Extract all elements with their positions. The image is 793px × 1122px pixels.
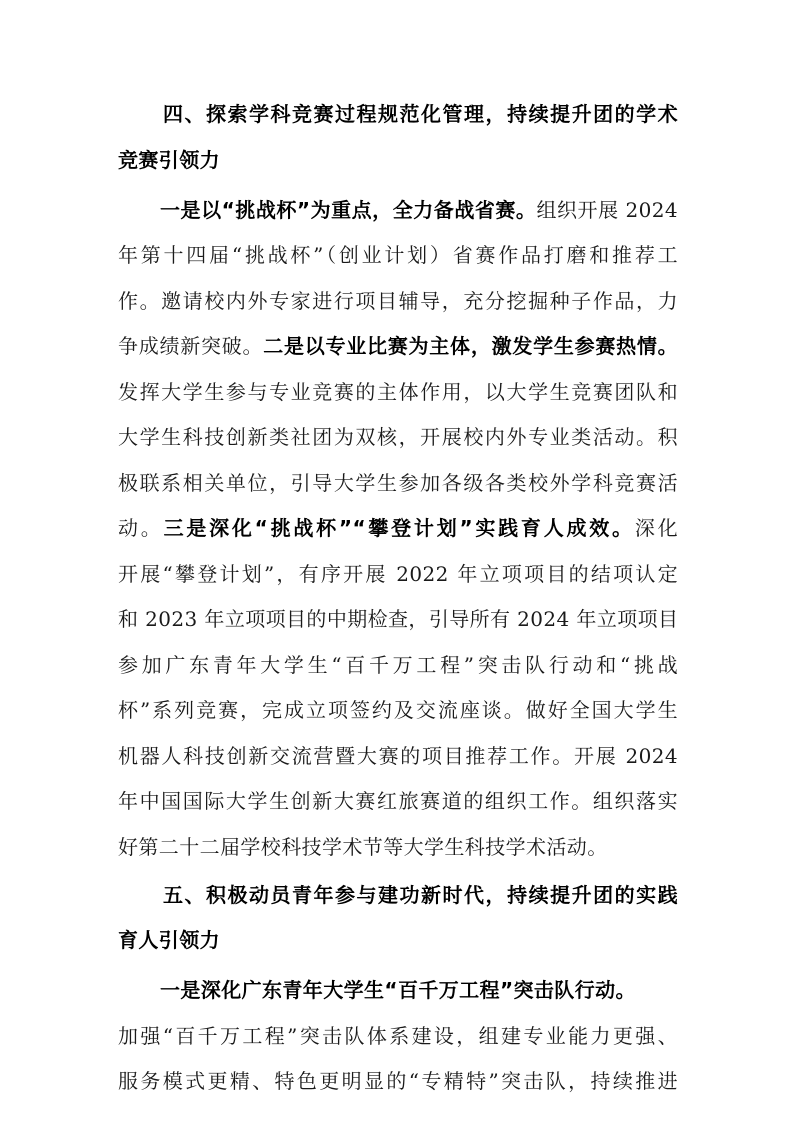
paragraph-line: 好第二十二届学校科技学术节等大学生科技学术活动。	[118, 835, 608, 859]
paragraph-text: 争成绩新突破。	[118, 334, 264, 358]
paragraph-line: 年中国国际大学生创新大赛红旅赛道的组织工作。组织落实	[118, 789, 678, 813]
paragraph-line: 作。邀请校内外专家进行项目辅导，充分挖掘种子作品，力	[118, 289, 678, 313]
paragraph-line: 机器人科技创新交流营暨大赛的项目推荐工作。开展 2024	[118, 744, 678, 768]
section-4-heading-line-1: 四、探索学科竞赛过程规范化管理，持续提升团的学术	[163, 102, 678, 126]
paragraph-line: 和 2023 年立项项目的中期检查，引导所有 2024 年立项项目	[118, 607, 679, 631]
paragraph-line: 杯”系列竞赛，完成立项签约及交流座谈。做好全国大学生	[118, 698, 678, 722]
paragraph-line: 大学生科技创新类社团为双核，开展校内外专业类活动。积	[118, 425, 678, 449]
paragraph-line: 参加广东青年大学生“百千万工程”突击队行动和“挑战	[118, 653, 678, 677]
paragraph-line	[160, 192, 678, 228]
paragraph-text: 深化	[634, 516, 678, 540]
paragraph-line: 年第十四届“挑战杯”（创业计划）省赛作品打磨和推荐工	[118, 243, 678, 267]
paragraph-line: 发挥大学生参与专业竞赛的主体作用，以大学生竞赛团队和	[118, 380, 678, 404]
section-5-heading-line-1: 五、积极动员青年参与建功新时代，持续提升团的实践	[163, 883, 678, 907]
paragraph-line: 加强“百千万工程”突击队体系建设，组建专业能力更强、	[118, 1024, 678, 1048]
section-4-heading-line-2: 竞赛引领力	[118, 148, 220, 172]
paragraph-line	[118, 510, 678, 546]
paragraph-line	[118, 328, 678, 364]
paragraph-line: 服务模式更精、特色更明显的“专精特”突击队，持续推进	[118, 1069, 678, 1093]
paragraph-line: 极联系相关单位，引导大学生参加各级各类校外学科竞赛活	[118, 471, 678, 495]
paragraph-text: 动。	[118, 516, 164, 540]
paragraph-lead: 二是以专业比赛为主体，激发学生参赛热情。	[263, 334, 678, 358]
paragraph-text: 组织开展 2024	[536, 198, 679, 222]
paragraph-lead: 一是深化广东青年大学生“百千万工程”突击队行动。	[160, 978, 636, 1002]
paragraph-line: 开展“攀登计划”，有序开展 2022 年立项项目的结项认定	[118, 562, 678, 586]
paragraph-lead: 三是深化“挑战杯”“攀登计划”实践育人成效。	[163, 516, 635, 540]
section-5-heading-line-2: 育人引领力	[118, 928, 220, 952]
paragraph-lead: 一是以“挑战杯”为重点，全力备战省赛。	[160, 198, 537, 222]
